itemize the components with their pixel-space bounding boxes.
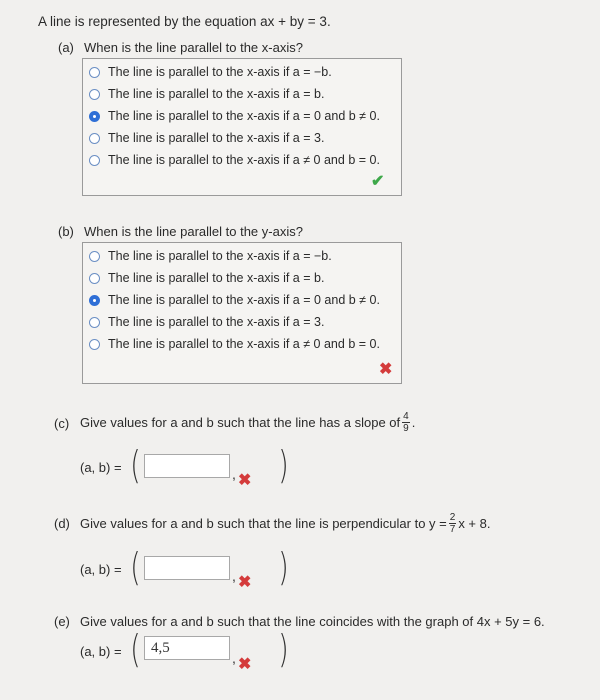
option-row[interactable] [89,128,324,148]
option-text: The line is parallel to the x-axis if a = −b. [108,65,332,79]
open-paren: ( [130,545,141,589]
part-b-options-box [82,242,402,384]
option-text: The line is parallel to the x-axis if a = b. [108,271,325,285]
open-paren: ( [130,627,141,671]
radio-button[interactable] [89,133,100,144]
part-a-question: When is the line parallel to the x-axis? [84,40,303,55]
part-b-label: (b) [58,224,74,239]
option-row[interactable] [89,268,324,288]
option-row[interactable] [89,290,380,310]
radio-button-selected[interactable] [89,111,100,122]
correct-check-icon: ✔ [371,173,385,190]
part-d-question-line [80,508,490,538]
line-slope-fraction [449,512,457,535]
close-paren: ) [278,545,289,589]
fraction-numerator: 2 [449,511,456,523]
option-text: The line is parallel to the x-axis if a = 3. [108,315,325,329]
option-row[interactable] [89,84,324,104]
part-e-pair-label: (a, b) = [80,644,122,659]
incorrect-cross-icon: ✖ [238,472,252,489]
slope-denominator: 9 [403,422,409,434]
part-d-pair-label: (a, b) = [80,562,122,577]
slope-numerator: 4 [403,410,409,422]
part-e-question: Give values for a and b such that the line coincides with the graph of 4x + 5y = 6. [80,614,545,629]
part-a-options-box [82,58,402,196]
radio-button[interactable] [89,339,100,350]
part-d-question: Give values for a and b such that the line is perpendicular to y = [80,515,447,531]
option-text: The line is parallel to the x-axis if a = −b. [108,249,332,263]
incorrect-cross-icon: ✖ [238,574,252,591]
part-c-pair-label: (a, b) = [80,460,122,475]
option-text: The line is parallel to the x-axis if a ≠ 0 and b = 0. [108,337,380,351]
close-paren: ) [278,627,289,671]
radio-button-selected[interactable] [89,295,100,306]
part-d-label: (d) [54,516,70,531]
option-text: The line is parallel to the x-axis if a ≠ 0 and b = 0. [108,153,380,167]
radio-button[interactable] [89,273,100,284]
option-text: The line is parallel to the x-axis if a = 0 and b ≠ 0. [108,293,380,307]
option-text: The line is parallel to the x-axis if a = 3. [108,131,325,145]
comma: , [232,466,236,482]
slope-fraction [402,411,410,434]
option-row[interactable] [89,62,332,82]
part-c-question-line: Give values for a and b such that the line has a slope of $\frac{4}{9}$ . [80,410,416,434]
comma: , [232,650,236,666]
radio-button[interactable] [89,317,100,328]
problem-prompt: A line is represented by the equation ax + by = 3. [38,14,331,29]
option-row[interactable] [89,312,324,332]
close-paren: ) [278,443,289,487]
radio-button[interactable] [89,67,100,78]
part-c-label: (c) [54,416,70,431]
option-row[interactable] [89,106,380,126]
option-row[interactable] [89,150,380,170]
part-c-question: Give values for a and b such that the line has a slope of [80,414,401,430]
incorrect-cross-icon: ✖ [379,361,393,378]
open-paren: ( [130,443,141,487]
radio-button[interactable] [89,155,100,166]
part-a-label: (a) [58,40,74,55]
comma: , [232,568,236,584]
option-row[interactable] [89,246,332,266]
fraction-denominator: 7 [449,523,456,535]
part-d-question-tail: x + 8. [458,515,491,531]
option-row[interactable] [89,334,380,354]
part-e-answer-input[interactable]: 4,5 [144,636,230,660]
option-text: The line is parallel to the x-axis if a = 0 and b ≠ 0. [108,109,380,123]
part-b-question: When is the line parallel to the y-axis? [84,224,303,239]
part-c-answer-input[interactable] [144,454,230,478]
part-d-answer-input[interactable] [144,556,230,580]
option-text: The line is parallel to the x-axis if a = b. [108,87,325,101]
incorrect-cross-icon: ✖ [238,656,252,673]
radio-button[interactable] [89,251,100,262]
radio-button[interactable] [89,89,100,100]
part-e-label: (e) [54,614,70,629]
